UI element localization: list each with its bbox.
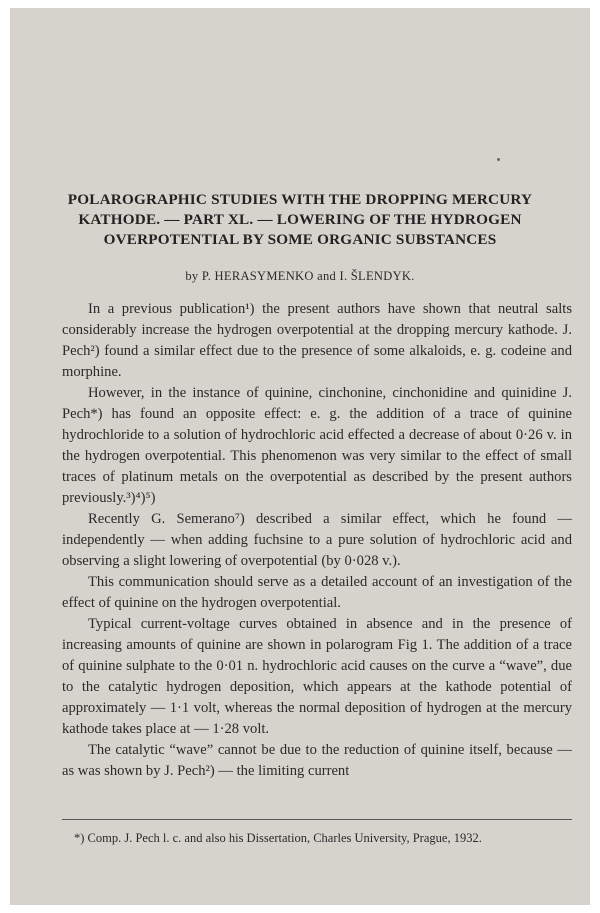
paragraph-1: In a previous publication¹) the present authors have shown that neutral salts considerably increase the hydrogen overpotential at the dropping mercury kathode. J. Pech²) found a similar effect due to the presence of some alkaloids, e. g. codeine and morphine. bbox=[62, 301, 572, 380]
paragraph-5: Typical current-voltage curves obtained in absence and in the presence of increasing amounts of quinine are shown in polarogram Fig 1. The addition of a trace of quinine sulphate to the 0·01 n. hydrochloric acid causes on the curve a “wave”, due to the catalytic hydrogen deposition, which appears at the kathode potential of approximately — 1·1 volt, whereas the normal deposition of hydrogen at the mercury kathode takes place at — 1·28 volt. bbox=[62, 616, 572, 737]
paragraph-4: This communication should serve as a detailed account of an investigation of the effect of quinine on the hydrogen overpotential. bbox=[62, 574, 572, 611]
paragraph-2: However, in the instance of quinine, cinchonine, cinchonidine and quinidine J. Pech*) has found an opposite effect: e. g. the addition of a trace of quinine hydrochloride to a solution of hydrochloric acid effected a decrease of about 0·26 v. in the hydrogen overpotential. This phenomenon was very similar to the effect of small traces of platinum metals on the overpotential as described by the present authors previously.³)⁴)⁵) bbox=[62, 385, 572, 506]
footnote-text: *) Comp. J. Pech l. c. and also his Dissertation, Charles University, Prague, 1932. bbox=[74, 831, 482, 845]
footnote-rule bbox=[62, 819, 572, 820]
title-line-2: KATHODE. — PART XL. — LOWERING OF THE HYDROGEN bbox=[78, 211, 522, 228]
title-line-1: POLAROGRAPHIC STUDIES WITH THE DROPPING MERCURY bbox=[67, 191, 533, 208]
footnote bbox=[62, 829, 572, 847]
author-byline: by P. HERASYMENKO and I. ŠLENDYK. bbox=[185, 269, 415, 283]
paragraph-6: The catalytic “wave” cannot be due to the reduction of quinine itself, because — as was shown by J. Pech²) — the limiting current bbox=[62, 742, 572, 779]
paper-page bbox=[10, 8, 590, 905]
title-line-3: OVERPOTENTIAL BY SOME ORGANIC SUBSTANCES bbox=[103, 231, 497, 248]
body-text bbox=[62, 299, 572, 782]
paper-speck bbox=[497, 158, 500, 161]
paragraph-3: Recently G. Semerano⁷) described a similar effect, which he found — independently — when adding fuchsine to a pure solution of hydrochloric acid and observing a slight lowering of overpotential (by 0·028 v.). bbox=[62, 511, 572, 569]
paper-title bbox=[50, 190, 550, 250]
